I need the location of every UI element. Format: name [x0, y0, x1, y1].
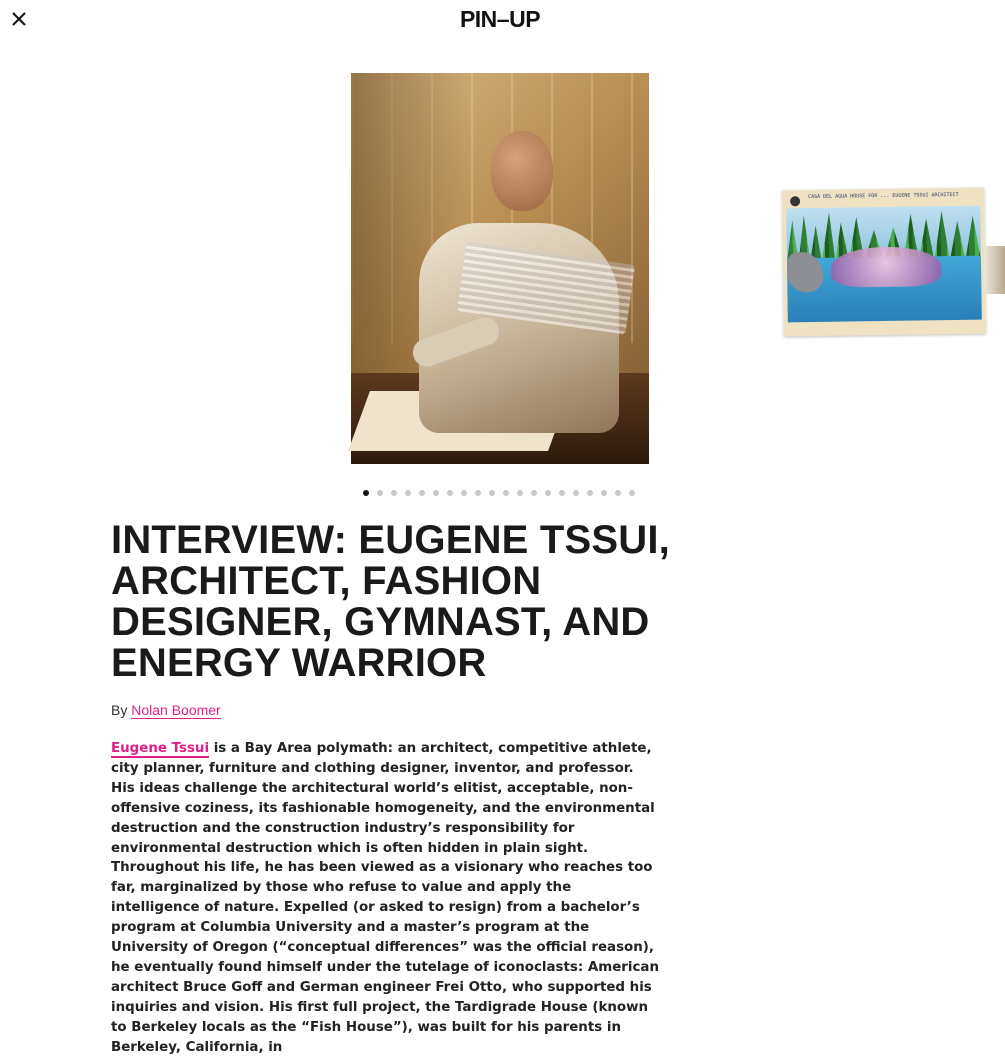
gallery-dot-3[interactable]: [391, 490, 397, 496]
subject-link[interactable]: Eugene Tssui: [111, 741, 210, 756]
gallery-dot-20[interactable]: [629, 490, 635, 496]
gallery-main-image[interactable]: [351, 73, 649, 464]
thumb-title: CASA DEL AGUA HOUSE FOR ... EUGENE TSSUI ARCHITECT: [808, 191, 959, 201]
gallery-dot-15[interactable]: [559, 490, 565, 496]
gallery-dot-7[interactable]: [447, 490, 453, 496]
gallery-dot-2[interactable]: [377, 490, 383, 496]
article-lead-paragraph: [111, 739, 659, 1058]
figure-head: [491, 131, 553, 211]
gallery-dot-8[interactable]: [461, 490, 467, 496]
author-link[interactable]: Nolan Boomer: [131, 702, 221, 718]
site-logo[interactable]: PIN–UP: [459, 6, 541, 32]
gallery-dot-5[interactable]: [419, 490, 425, 496]
gallery-dot-16[interactable]: [573, 490, 579, 496]
gallery-dot-9[interactable]: [475, 490, 481, 496]
gallery-dot-14[interactable]: [545, 490, 551, 496]
gallery-dot-11[interactable]: [503, 490, 509, 496]
gallery-dot-13[interactable]: [531, 490, 537, 496]
gallery-peek-image[interactable]: [985, 246, 1005, 294]
gallery-dot-18[interactable]: [601, 490, 607, 496]
gallery-dot-10[interactable]: [489, 490, 495, 496]
gallery-next-image[interactable]: [782, 188, 986, 337]
byline: [111, 702, 221, 718]
gallery-dot-19[interactable]: [615, 490, 621, 496]
gallery-dot-12[interactable]: [517, 490, 523, 496]
thumb-house: [831, 246, 942, 288]
gallery-pagination: [363, 490, 635, 496]
gallery-dot-1[interactable]: [363, 490, 369, 496]
gallery-dot-17[interactable]: [587, 490, 593, 496]
byline-prefix: By: [111, 702, 128, 718]
article-headline: INTERVIEW: EUGENE TSSUI, ARCHITECT, FASHION DESIGNER, GYMNAST, AND ENERGY WARRIOR: [111, 518, 670, 685]
gallery-dot-6[interactable]: [433, 490, 439, 496]
lead-text: is a Bay Area polymath: an architect, competitive athlete, city planner, furniture and clothing designer, inventor, and professor. His ideas challenge the architectural world’s elitist, acceptable, non-offensive coziness, its fashionable homogeneity, and the environmental destruction and the construction industry’s responsibility for environmental destruction which is often hidden in plain sight. Throughout his life, he has been viewed as a visionary who reaches too far, marginalized by those who refuse to value and apply the intelligence of nature. Expelled (or asked to resign) from a bachelor’s program at Columbia University and a master’s program at the University of Oregon (“conceptual differences” was the official reason), he eventually found himself under the tutelage of iconoclasts: American architect Bruce Goff and German engineer Frei Otto, who supported his inquiries and vision. His first full project, the Tardigrade House (known to Berkeley locals as the “Fish House”), was built for his parents in Berkeley, California, in: [111, 741, 660, 1055]
gallery-dot-4[interactable]: [405, 490, 411, 496]
